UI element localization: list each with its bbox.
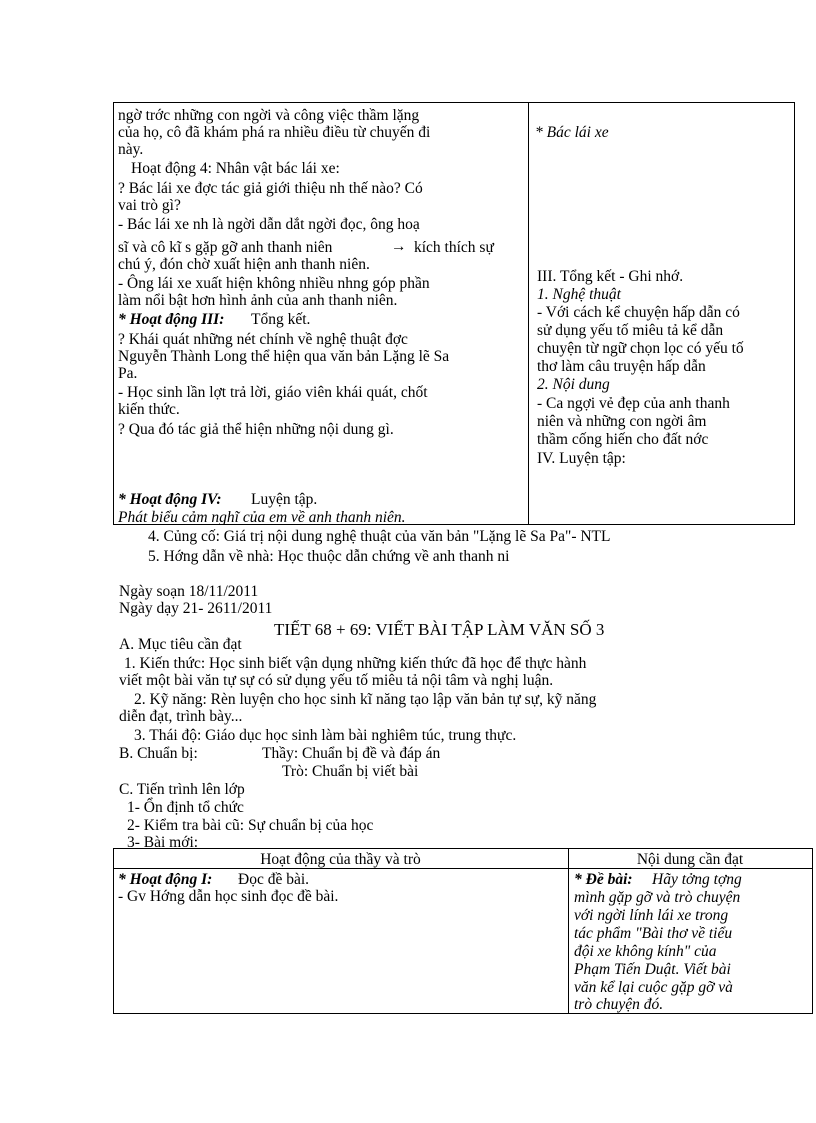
text-line: thơ làm câu truyện hấp dẫn: [537, 358, 706, 375]
text-line: - Với cách kể chuyện hấp dẫn có: [537, 304, 740, 321]
section-a-heading: A. Mục tiêu cần đạt: [119, 636, 242, 653]
table-2-header-rule: [113, 868, 813, 869]
procedure-line: 2- Kiểm tra bài cũ: Sự chuẩn bị của học: [127, 817, 374, 834]
essay-topic-line: với ngời lính lái xe trong: [574, 907, 729, 924]
text-line: làm nổi bật hơn hình ảnh của anh thanh niên.: [118, 292, 398, 309]
essay-topic-line: trò chuyện đó.: [574, 996, 664, 1013]
question-line: ? Bác lái xe đợc tác giả giới thiệu nh thế nào? Có: [118, 180, 423, 197]
activity-heading: Hoạt động 4: Nhân vật bác lái xe:: [131, 160, 340, 177]
preparation-line: Thầy: Chuẩn bị đề và đáp án: [262, 745, 441, 762]
objective-line: 1. Kiến thức: Học sinh biết vận dụng những kiến thức đã học để thực hành: [124, 655, 587, 672]
preparation-line: Trò: Chuẩn bị viết bài: [282, 763, 419, 780]
section-heading: IV. Luyện tập:: [537, 450, 626, 467]
question-line: ? Khái quát những nét chính về nghệ thuật đợc: [118, 331, 408, 348]
arrow-right-icon: →: [391, 238, 407, 255]
table-2-header-left: Hoạt động của thầy và trò: [260, 851, 421, 868]
activity-i-line: - Gv Hớng dẫn học sinh đọc đề bài.: [118, 888, 339, 905]
activity-iv-label: * Hoạt động IV:: [118, 491, 222, 508]
section-heading: III. Tổng kết - Ghi nhớ.: [537, 268, 684, 285]
essay-topic-line: Phạm Tiến Duật. Viết bài: [574, 961, 731, 978]
text-line: kích thích sự: [414, 239, 494, 256]
table-2-divider: [568, 848, 569, 1014]
text-line: sĩ và cô kĩ s gặp gỡ anh thanh niên: [118, 239, 333, 256]
text-line: này.: [118, 141, 144, 158]
section-b-heading: B. Chuẩn bị:: [119, 745, 198, 762]
text-line: Pa.: [118, 365, 138, 382]
activity-i-label: * Hoạt động I:: [118, 871, 213, 888]
essay-topic-line: đội xe không kính" của: [574, 943, 717, 960]
text-line: chuyện từ ngữ chọn lọc có yếu tố: [537, 340, 744, 357]
objective-line: 3. Thái độ: Giáo dục học sinh làm bài nghiêm túc, trung thực.: [134, 727, 517, 744]
text-line: - Ông lái xe xuất hiện không nhiều nhng góp phần: [118, 275, 430, 292]
objective-line: 2. Kỹ năng: Rèn luyện cho học sinh kĩ năng tạo lập văn bản tự sự, kỹ năng: [134, 691, 597, 708]
text-line: niên và những con ngời âm: [537, 413, 707, 430]
teaching-date: Ngày dạy 21- 2611/2011: [119, 600, 273, 617]
objective-line: diễn đạt, trình bày...: [119, 708, 243, 725]
text-line: - Học sinh lần lợt trả lời, giáo viên khái quát, chốt: [118, 384, 428, 401]
objective-line: viết một bài văn tự sự có sử dụng yếu tố miêu tả nội tâm và nghị luận.: [119, 672, 554, 689]
activity-iv-text: Luyện tập.: [251, 491, 318, 508]
text-line: sử dụng yếu tố miêu tả kể dẫn: [537, 322, 724, 339]
activity-iii-text: Tổng kết.: [251, 311, 311, 328]
question-line: ? Qua đó tác giả thể hiện những nội dung gì.: [118, 421, 394, 438]
text-line: kiến thức.: [118, 401, 180, 418]
homework-line: 5. Hớng dẫn về nhà: Học thuộc dẫn chứng về anh thanh ni: [148, 548, 510, 565]
essay-topic-line: tác phẩm "Bài thơ về tiểu: [574, 925, 733, 942]
text-line: Nguyễn Thành Long thể hiện qua văn bản Lặng lẽ Sa: [118, 348, 450, 365]
essay-topic-line: Hãy tởng tợng: [652, 871, 742, 888]
text-line: của họ, cô đã khám phá ra nhiều điều từ chuyến đi: [118, 124, 431, 141]
prepared-date: Ngày soạn 18/11/2011: [119, 583, 259, 600]
table-2-header-right: Nội dung cần đạt: [636, 851, 744, 868]
activity-iii-label: * Hoạt động III:: [118, 311, 225, 328]
page-title: TIẾT 68 + 69: VIẾT BÀI TẬP LÀM VĂN SỐ 3: [274, 620, 605, 639]
procedure-line: 3- Bài mới:: [127, 834, 199, 848]
section-label: * Bác lái xe: [535, 124, 609, 141]
essay-topic-line: văn kể lại cuộc gặp gỡ và: [574, 979, 733, 996]
activity-i-text: Đọc đề bài.: [238, 871, 310, 888]
essay-topic-line: mình gặp gỡ và trò chuyện: [574, 889, 741, 906]
table-1-divider: [528, 102, 529, 525]
text-line: thầm cống hiến cho đất nớc: [537, 431, 709, 448]
subheading: 1. Nghệ thuật: [537, 286, 621, 303]
text-line: chú ý, đón chờ xuất hiện anh thanh niên.: [118, 256, 370, 273]
consolidation-line: 4. Củng cố: Giá trị nội dung nghệ thuật của văn bản "Lặng lẽ Sa Pa"- NTL: [148, 528, 611, 545]
text-line: ngờ trớc những con ngời và công việc thầm lặng: [118, 107, 420, 124]
essay-topic-label: * Đề bài:: [574, 871, 633, 888]
section-c-heading: C. Tiến trình lên lớp: [119, 781, 245, 798]
subheading: 2. Nội dung: [537, 376, 610, 393]
text-line: - Ca ngợi vẻ đẹp của anh thanh: [537, 395, 730, 412]
procedure-line: 1- Ổn định tổ chức: [127, 799, 244, 816]
text-line: Phát biểu cảm nghĩ của em về anh thanh niên.: [118, 509, 406, 524]
text-line: - Bác lái xe nh là ngời dẫn dắt ngời đọc, ông hoạ: [118, 216, 420, 233]
text-line: vai trò gì?: [118, 197, 181, 214]
